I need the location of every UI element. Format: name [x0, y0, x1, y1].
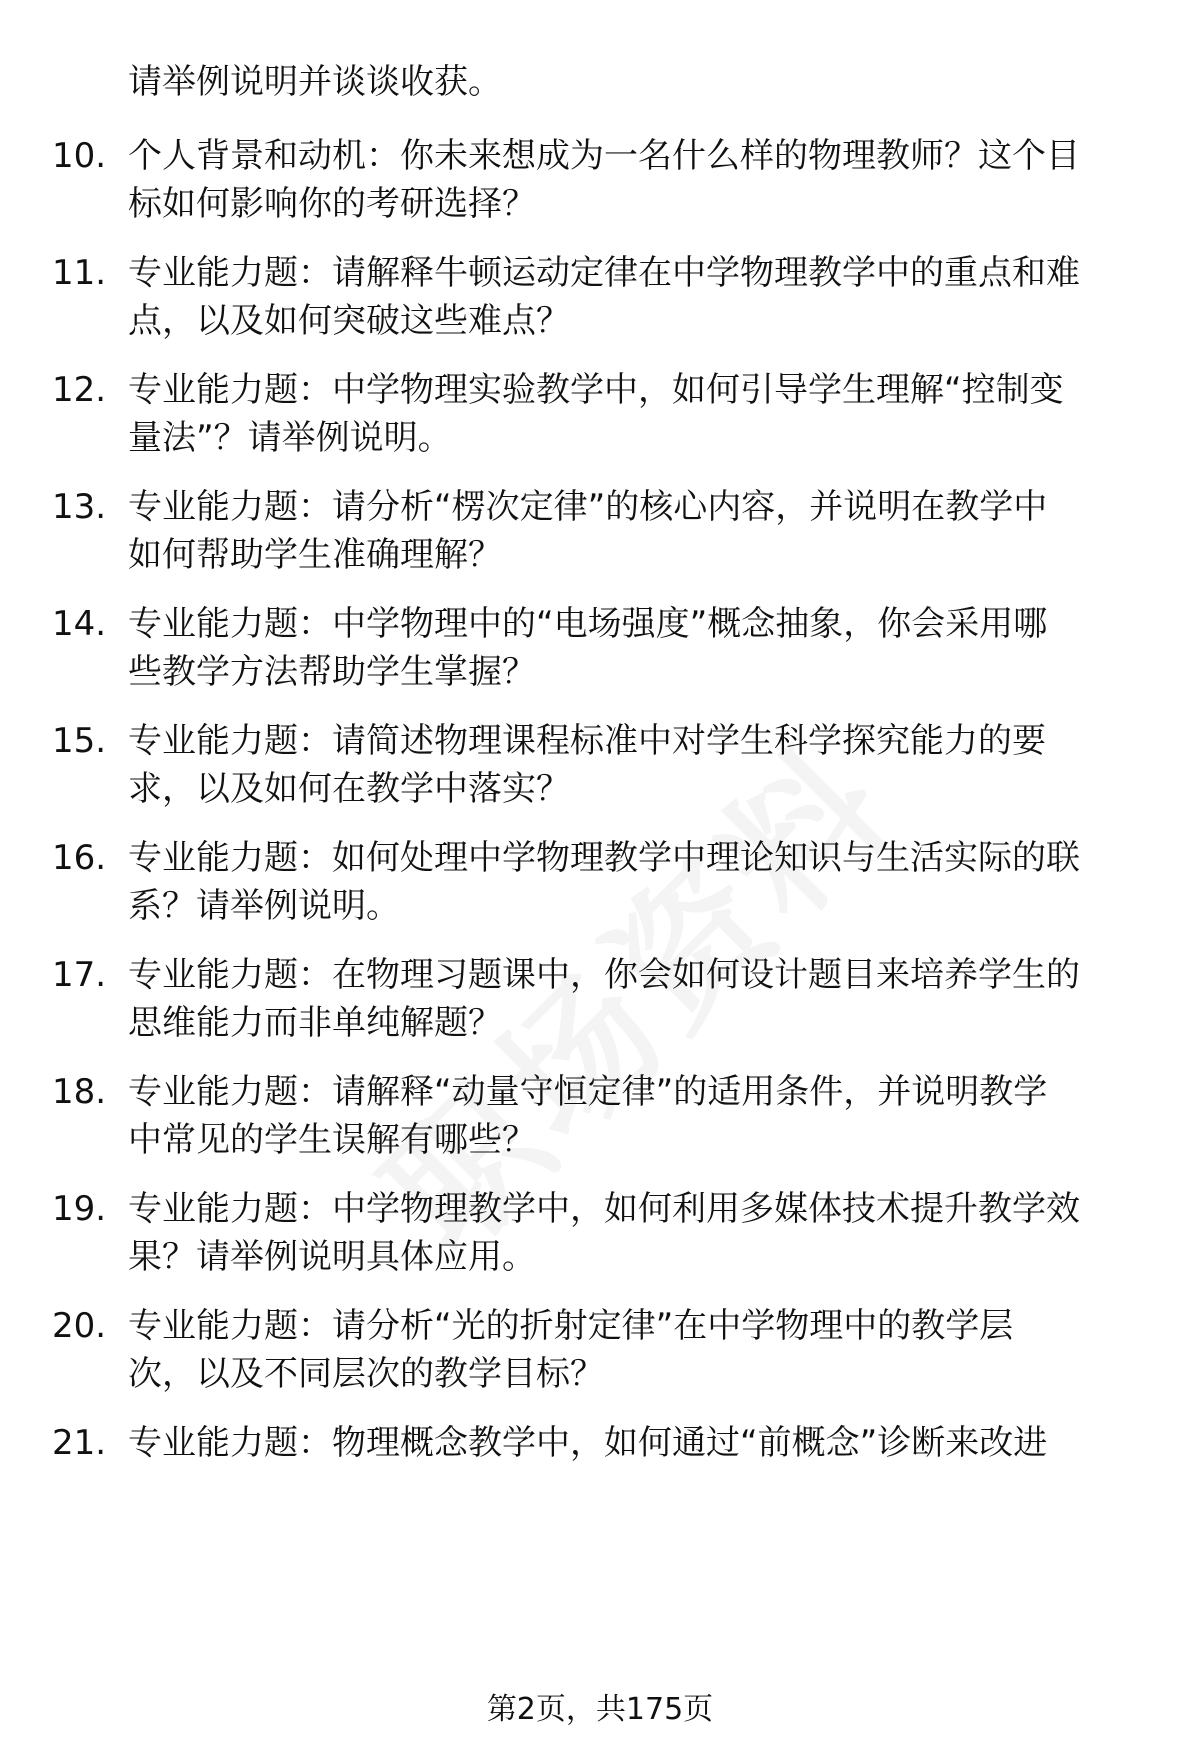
question-text-line: 专业能力题：请解释牛顿运动定律在中学物理教学中的重点和难: [128, 253, 1080, 293]
question-number: 13.: [52, 487, 107, 527]
question-text: [128, 1302, 1138, 1398]
question-text-line: 量法”？请举例说明。: [128, 418, 452, 458]
question-text-line: 专业能力题：中学物理教学中，如何利用多媒体技术提升教学效: [128, 1189, 1080, 1229]
question-number: 21.: [52, 1423, 107, 1463]
question-text-line: 专业能力题：如何处理中学物理教学中理论知识与生活实际的联: [128, 838, 1080, 878]
question-number: 11.: [52, 253, 107, 293]
question-number: 16.: [52, 838, 107, 878]
question-text-line: 果？请举例说明具体应用。: [128, 1237, 536, 1277]
question-text-line: 系？请举例说明。: [128, 886, 400, 926]
question-text: [128, 132, 1138, 228]
question-text: [128, 1068, 1138, 1164]
question-text-line: 专业能力题：物理概念教学中，如何通过“前概念”诊断来改进: [128, 1423, 1048, 1463]
question-text: [128, 834, 1138, 930]
question-text: [128, 483, 1138, 579]
page-footer: 第2页，共175页: [486, 1692, 714, 1727]
question-number: 18.: [52, 1072, 107, 1112]
question-number: 15.: [52, 721, 107, 761]
question-text-line: 思维能力而非单纯解题？: [128, 1003, 502, 1043]
question-number: 10.: [52, 136, 107, 176]
question-text-line: 专业能力题：中学物理中的“电场强度”概念抽象，你会采用哪: [128, 604, 1048, 644]
question-text: [128, 717, 1138, 813]
question-text-line: 专业能力题：请解释“动量守恒定律”的适用条件，并说明教学: [128, 1072, 1048, 1112]
question-text: [128, 366, 1138, 462]
question-text-line: 专业能力题：请分析“光的折射定律”在中学物理中的教学层: [128, 1306, 1014, 1346]
question-text-line: 如何帮助学生准确理解？: [128, 535, 502, 575]
question-number: 19.: [52, 1189, 107, 1229]
question-text-line: 求，以及如何在教学中落实？: [128, 769, 570, 809]
question-text: [128, 249, 1138, 345]
question-number: 12.: [52, 370, 107, 410]
question-text-line: 专业能力题：在物理习题课中，你会如何设计题目来培养学生的: [128, 955, 1080, 995]
question-text-line: 些教学方法帮助学生掌握？: [128, 652, 536, 692]
question-text: [128, 600, 1138, 696]
question-number: 14.: [52, 604, 107, 644]
question-text: [128, 1185, 1138, 1281]
question-text-line: 点，以及如何突破这些难点？: [128, 301, 570, 341]
question-text: [128, 951, 1138, 1047]
question-text-line: 专业能力题：中学物理实验教学中，如何引导学生理解“控制变: [128, 370, 1064, 410]
question-text-line: 中常见的学生误解有哪些？: [128, 1120, 536, 1160]
question-text-line: 次，以及不同层次的教学目标？: [128, 1354, 604, 1394]
question-text-line: 个人背景和动机：你未来想成为一名什么样的物理教师？这个目: [128, 136, 1080, 176]
question-text-line: 标如何影响你的考研选择？: [128, 184, 536, 224]
question-number: 20.: [52, 1306, 107, 1346]
continuation-line: 请举例说明并谈谈收获。: [128, 62, 502, 102]
question-text: [128, 1419, 1138, 1467]
question-number: 17.: [52, 955, 107, 995]
question-text-line: 专业能力题：请分析“楞次定律”的核心内容，并说明在教学中: [128, 487, 1048, 527]
question-text-line: 专业能力题：请简述物理课程标准中对学生科学探究能力的要: [128, 721, 1046, 761]
